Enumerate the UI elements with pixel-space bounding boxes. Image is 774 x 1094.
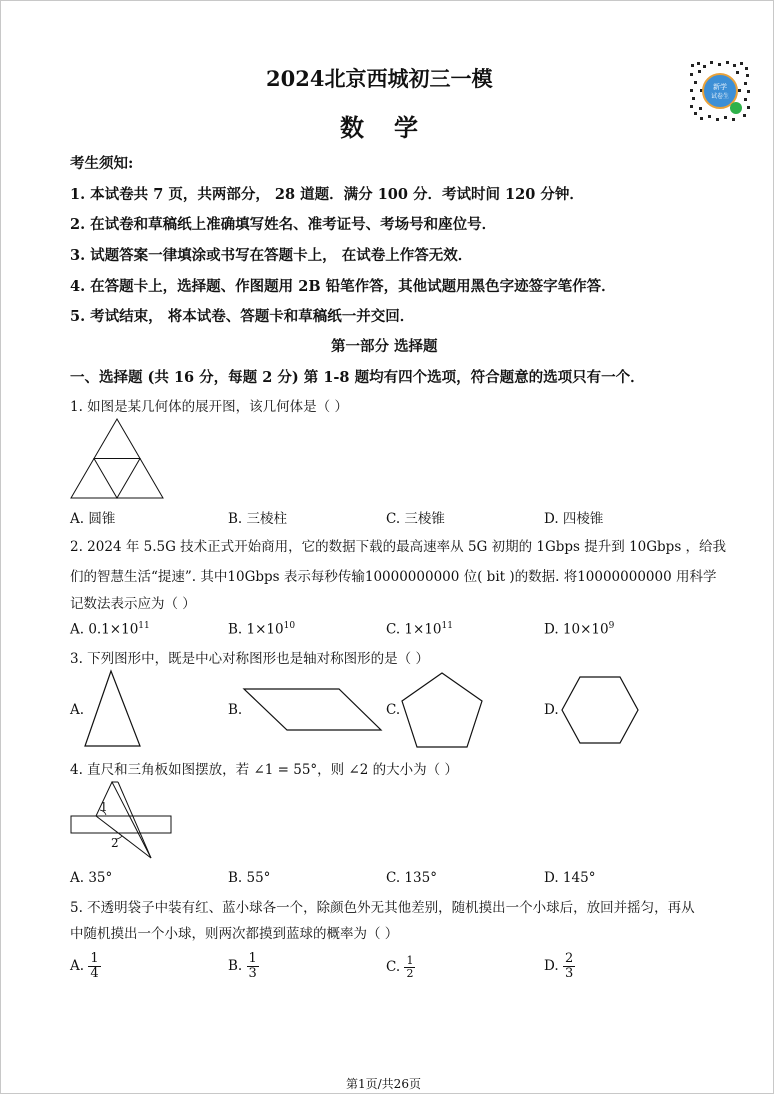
subject-title: 数学 bbox=[340, 113, 448, 142]
q4-angle-label-2: 2 bbox=[111, 836, 119, 850]
q3-pentagon-shape bbox=[400, 672, 484, 748]
q5-option-b: B. $\frac{1}{3}$ bbox=[228, 951, 257, 981]
notice-item-3: 3. 试题答案一律填涂或书写在答题卡上， 在试卷上作答无效． bbox=[70, 247, 473, 264]
q2-option-a: A. $0.1\times 10^{11}$ bbox=[70, 621, 150, 638]
section-heading: 一、选择题 (共 16 分，每题 2 分) 第 1-8 题均有四个选项，符合题意的选项只有一个． bbox=[70, 369, 645, 386]
svg-text:试卷生: 试卷生 bbox=[710, 93, 730, 100]
q4-option-a: A. 35° bbox=[70, 870, 113, 886]
q1-option-d: D. 四棱锥 bbox=[544, 511, 604, 527]
qr-code-image bbox=[688, 59, 752, 123]
q2-line-2: 们的智慧生活“提速”. 其中10Gbps 表示每秒传输10000000000 位( bit )的数据. 将10000000000 用科学 bbox=[70, 569, 717, 585]
notice-item-2: 2. 在试卷和草稿纸上准确填写姓名、准考证号、考场号和座位号． bbox=[70, 216, 497, 233]
q4-option-c: C. 135° bbox=[386, 870, 437, 886]
q4-angle-label-1: 1 bbox=[100, 800, 108, 814]
q3-option-c: C. bbox=[386, 702, 401, 718]
q4-stem: 4. 直尺和三角板如图摆放，若 ∠1 = 55°，则 ∠2 的大小为（ ） bbox=[70, 762, 458, 778]
q1-net-diagram bbox=[70, 418, 164, 500]
page-number: 第1页/共26页 bbox=[346, 1077, 421, 1091]
q3-stem: 3. 下列图形中，既是中心对称图形也是轴对称图形的是（ ） bbox=[70, 651, 429, 667]
notice-item-4: 4. 在答题卡上，选择题、作图题用 2B 铅笔作答，其他试题用黑色字迹签字笔作答． bbox=[70, 278, 616, 295]
q5-option-c: C. $\frac{1}{2}$ bbox=[386, 954, 414, 980]
q5-option-d: D. $\frac{2}{3}$ bbox=[544, 951, 574, 981]
q5-line-1: 5. 不透明袋子中装有红、蓝小球各一个，除颜色外无其他差别，随机摸出一个小球后，放回并摇匀，再从 bbox=[70, 900, 695, 916]
q4-ruler-triangle-diagram bbox=[70, 780, 174, 862]
qr-badge-text: 新学 bbox=[713, 83, 727, 91]
q3-hexagon-shape bbox=[560, 676, 640, 744]
q2-option-c: C. $1\times 10^{11}$ bbox=[386, 621, 453, 638]
q4-option-b: B. 55° bbox=[228, 870, 271, 886]
q3-option-d: D. bbox=[544, 702, 559, 718]
part1-heading: 第一部分 选择题 bbox=[331, 338, 438, 355]
q3-triangle-shape bbox=[84, 670, 142, 748]
q2-option-b: B. $1\times 10^{10}$ bbox=[228, 621, 296, 638]
q3-option-a: A. bbox=[70, 702, 85, 718]
notice-heading: 考生须知: bbox=[70, 155, 134, 172]
q3-parallelogram-shape bbox=[243, 688, 383, 732]
q2-line-1: 2. 2024 年 5.5G 技术正式开始商用，它的数据下载的最高速率从 5G 初期的 1Gbps 提升到 10Gbps ，给我 bbox=[70, 539, 727, 555]
q4-option-d: D. 145° bbox=[544, 870, 596, 886]
q1-option-b: B. 三棱柱 bbox=[228, 511, 288, 527]
q1-option-c: C. 三棱锥 bbox=[386, 511, 445, 527]
q3-option-b: B. bbox=[228, 702, 243, 718]
notice-item-1: 1. 本试卷共 7 页，共两部分， 28 道题．满分 100 分．考试时间 120 分钟． bbox=[70, 186, 584, 203]
q5-option-a: A. $\frac{1}{4}$ bbox=[70, 951, 99, 981]
notice-item-5: 5. 考试结束， 将本试卷、答题卡和草稿纸一并交回． bbox=[70, 308, 415, 325]
q1-stem: 1. 如图是某几何体的展开图，该几何体是（ ） bbox=[70, 399, 348, 415]
exam-title: 2024北京西城初三一模 bbox=[266, 66, 493, 91]
q1-option-a: A. 圆锥 bbox=[70, 511, 116, 527]
q2-line-3: 记数法表示应为（ ） bbox=[70, 596, 196, 612]
q2-option-d: D. $10\times 10^9$ bbox=[544, 621, 615, 638]
q5-line-2: 中随机摸出一个小球，则两次都摸到蓝球的概率为（ ） bbox=[70, 926, 399, 942]
